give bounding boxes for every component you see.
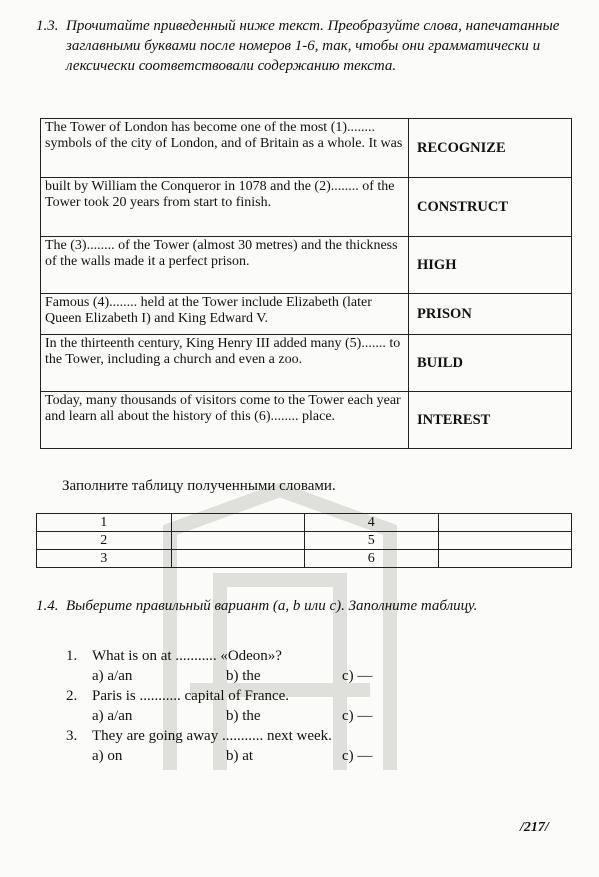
text-cell: The (3)........ of the Tower (almost 30 metres) and the thickness of the walls made it a perfect prison. bbox=[41, 237, 409, 294]
text-cell: The Tower of London has become one of the most (1)........ symbols of the city of London, and of Britain as a whole. It was bbox=[41, 119, 409, 178]
answer-blank[interactable] bbox=[439, 550, 572, 568]
option-b[interactable]: b) the bbox=[226, 668, 261, 684]
table-row bbox=[41, 335, 572, 392]
table-row bbox=[41, 119, 572, 178]
answer-blank[interactable] bbox=[171, 550, 304, 568]
table-row bbox=[37, 514, 572, 532]
answer-number: 2 bbox=[37, 532, 172, 550]
option-b[interactable]: b) the bbox=[226, 708, 261, 724]
answer-table bbox=[36, 513, 572, 568]
table-row bbox=[41, 178, 572, 237]
question-text: They are going away ........... next week. bbox=[92, 728, 332, 744]
text-cell: Today, many thousands of visitors come to the Tower each year and learn all about the history of this (6)........ place. bbox=[41, 392, 409, 449]
fill-table-caption: Заполните таблицу полученными словами. bbox=[62, 478, 336, 494]
page-number: /217/ bbox=[520, 820, 549, 835]
word-cell: INTEREST bbox=[409, 392, 572, 449]
task-1-3-header bbox=[36, 16, 570, 76]
text-cell: In the thirteenth century, King Henry III added many (5)....... to the Tower, including a church and even a zoo. bbox=[41, 335, 409, 392]
option-a[interactable]: a) on bbox=[92, 748, 123, 764]
question-number: 3. bbox=[66, 728, 78, 744]
question-number: 2. bbox=[66, 688, 78, 704]
option-a[interactable]: a) a/an bbox=[92, 668, 133, 684]
text-cell: built by William the Conqueror in 1078 and the (2)........ of the Tower took 20 years from start to finish. bbox=[41, 178, 409, 237]
table-row bbox=[41, 294, 572, 335]
task-1-4-header bbox=[36, 596, 570, 616]
answer-number: 5 bbox=[304, 532, 439, 550]
text-cell: Famous (4)........ held at the Tower include Elizabeth (later Queen Elizabeth I) and King Edward V. bbox=[41, 294, 409, 335]
option-c[interactable]: c) — bbox=[342, 748, 373, 764]
option-c[interactable]: c) — bbox=[342, 708, 373, 724]
question-number: 1. bbox=[66, 648, 78, 664]
table-row bbox=[37, 550, 572, 568]
answer-number: 6 bbox=[304, 550, 439, 568]
option-c[interactable]: c) — bbox=[342, 668, 373, 684]
option-a[interactable]: a) a/an bbox=[92, 708, 133, 724]
task-number: 1.4. bbox=[36, 598, 59, 614]
table-row bbox=[41, 392, 572, 449]
answer-number: 3 bbox=[37, 550, 172, 568]
word-formation-table bbox=[40, 118, 572, 449]
task-instruction: Прочитайте приведенный ниже текст. Преобразуйте слова, напечатанные заглавными буквами после номеров 1-6, так, чтобы они грамматически и лексически соответствовали содержанию текста. bbox=[66, 18, 560, 74]
word-cell: HIGH bbox=[409, 237, 572, 294]
answer-blank[interactable] bbox=[439, 532, 572, 550]
word-cell: BUILD bbox=[409, 335, 572, 392]
table-row bbox=[37, 532, 572, 550]
answer-number: 1 bbox=[37, 514, 172, 532]
answer-blank[interactable] bbox=[171, 514, 304, 532]
answer-blank[interactable] bbox=[439, 514, 572, 532]
task-instruction: Выберите правильный вариант (a, b или c). Заполните таблицу. bbox=[66, 598, 478, 614]
word-cell: PRISON bbox=[409, 294, 572, 335]
task-number: 1.3. bbox=[36, 18, 59, 34]
answer-blank[interactable] bbox=[171, 532, 304, 550]
word-cell: RECOGNIZE bbox=[409, 119, 572, 178]
answer-number: 4 bbox=[304, 514, 439, 532]
option-b[interactable]: b) at bbox=[226, 748, 254, 764]
word-cell: CONSTRUCT bbox=[409, 178, 572, 237]
table-row bbox=[41, 237, 572, 294]
question-text: Paris is ........... capital of France. bbox=[92, 688, 290, 704]
question-text: What is on at ........... «Odeon»? bbox=[92, 648, 282, 664]
